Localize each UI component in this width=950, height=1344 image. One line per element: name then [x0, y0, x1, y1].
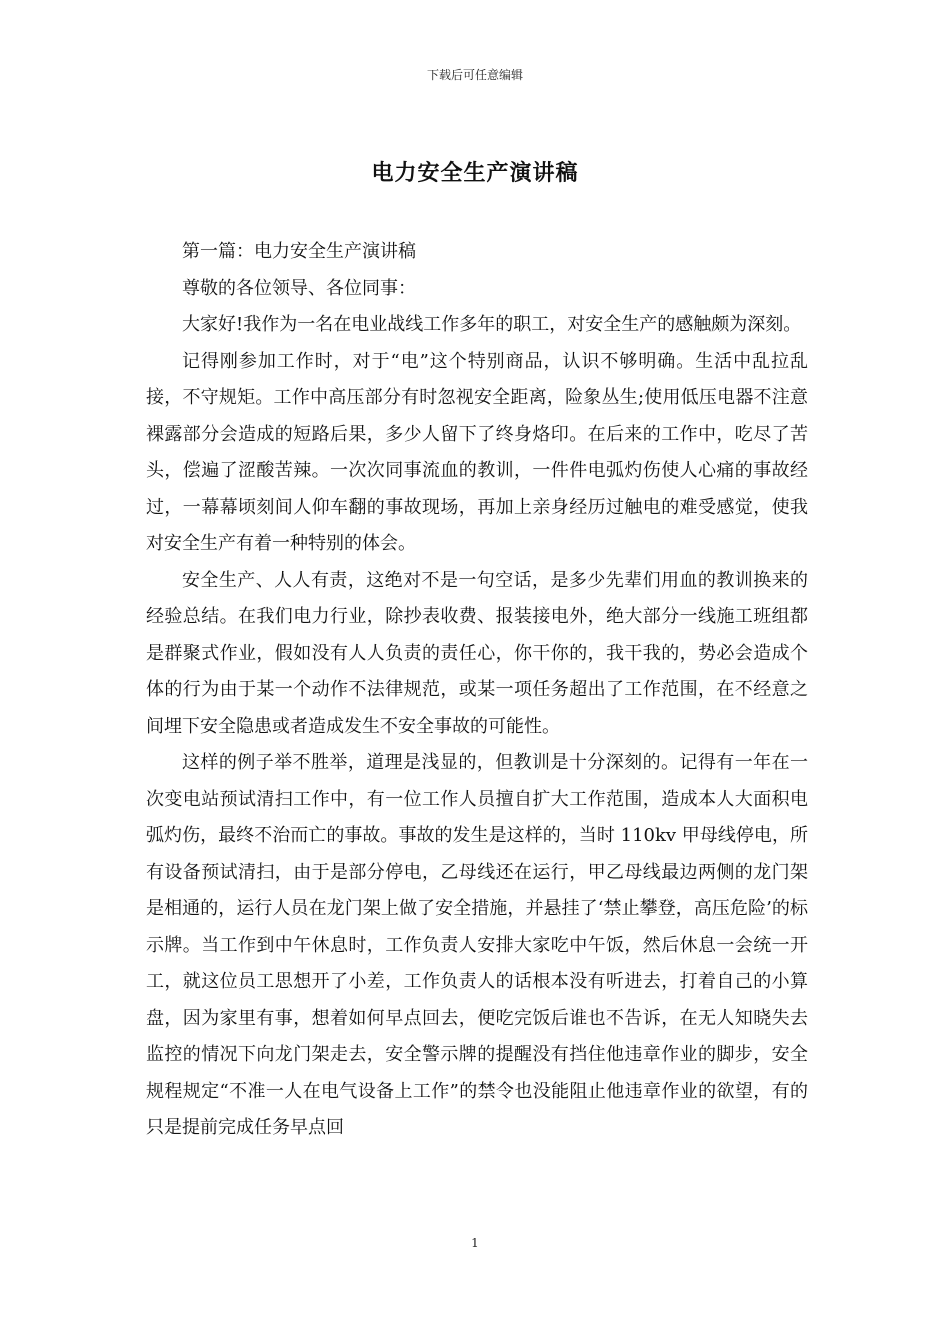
page-header: 下载后可任意编辑	[426, 68, 523, 82]
body-paragraph: 这样的例子举不胜举，道理是浅显的，但教训是十分深刻的。记得有一年在一次变电站预试清扫工作中，有一位工作人员擅自扩大工作范围，造成本人大面积电弧灼伤，最终不治而亡的事故。事故的发生是这样的，当时 110kv 甲母线停电，所有设备预试清扫，由于是部分停电，乙母线还在运行，甲乙母线最边两侧的龙门架是相通的，运行人员在龙门架上做了安全措施，并悬挂了‘禁止攀登，高压危险’的标示牌。当工作到中午休息时，工作负责人安排大家吃中午饭，然后休息一会统一开工，就这位员工思想开了小差，工作负责人的话根本没有听进去，打着自己的小算盘，因为家里有事，想着如何早点回去，便吃完饭后谁也不告诉，在无人知晓失去监控的情况下向龙门架走去，安全警示牌的提醒没有挡住他违章作业的脚步，安全规程规定“不准一人在电气设备上工作”的禁令也没能阻止他违章作业的欲望，有的只是提前完成任务早点回	[146, 752, 808, 1138]
document-body	[146, 234, 808, 1147]
page-number: 1	[471, 1236, 479, 1250]
body-paragraph: 安全生产、人人有责，这绝对不是一句空话，是多少先辈们用血的教训换来的经验总结。在我们电力行业，除抄表收费、报装接电外，绝大部分一线施工班组都是群聚式作业，假如没有人人负责的责任心，你干你的，我干我的，势必会造成个体的行为由于某一个动作不法律规范，或某一项任务超出了工作范围，在不经意之间埋下安全隐患或者造成发生不安全事故的可能性。	[146, 569, 808, 737]
body-paragraph: 大家好!我作为一名在电业战线工作多年的职工，对安全生产的感触颇为深刻。	[182, 314, 802, 335]
document-title: 电力安全生产演讲稿	[371, 160, 579, 186]
body-paragraph: 记得刚参加工作时，对于“电”这个特别商品，认识不够明确。生活中乱拉乱接，不守规矩。工作中高压部分有时忽视安全距离，险象丛生;使用低压电器不注意裸露部分会造成的短路后果，多少人留下了终身烙印。在后来的工作中，吃尽了苦头，偿遍了涩酸苦辣。一次次同事流血的教训，一件件电弧灼伤使人心痛的事故经过，一幕幕顷刻间人仰车翻的事故现场，再加上亲身经历过触电的难受感觉，使我对安全生产有着一种特别的体会。	[146, 350, 808, 554]
salutation: 尊敬的各位领导、各位同事：	[182, 277, 416, 299]
section-heading: 第一篇：电力安全生产演讲稿	[182, 241, 416, 262]
